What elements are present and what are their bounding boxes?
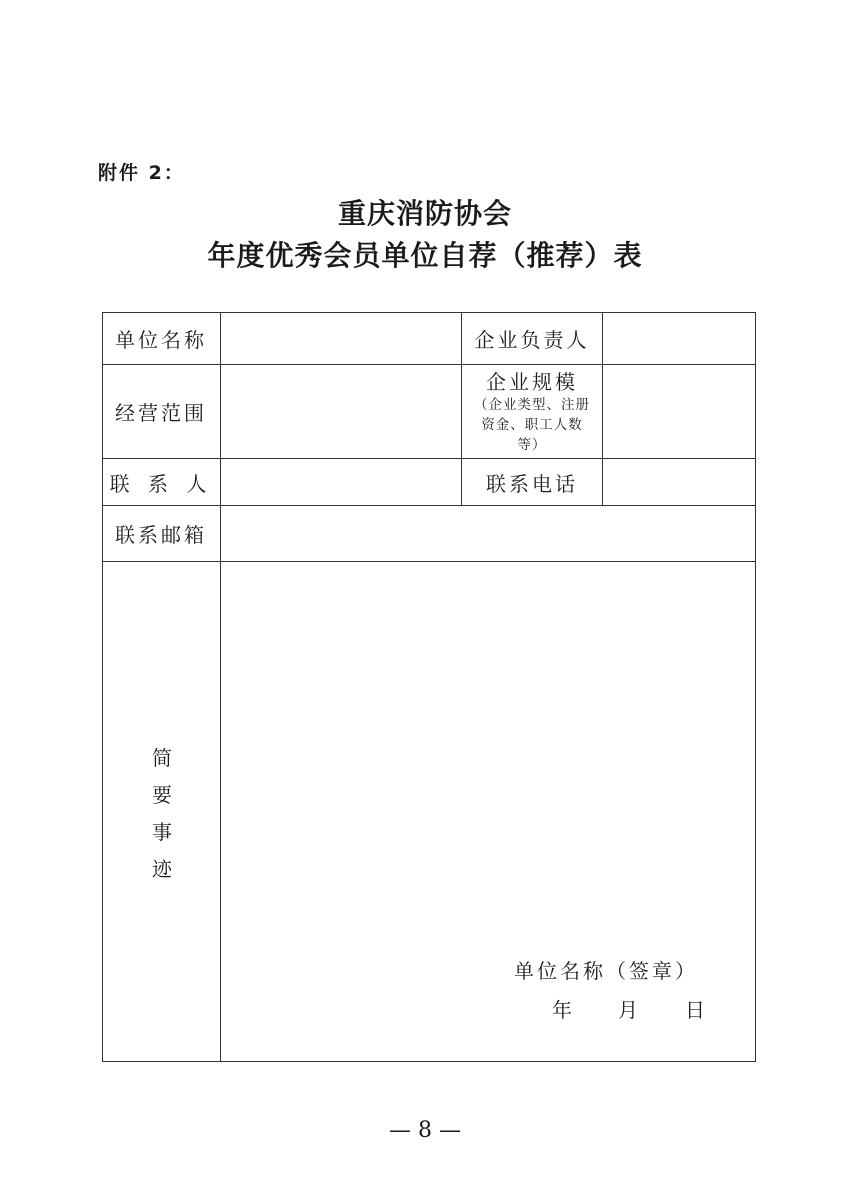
deeds-char: 事: [152, 820, 172, 844]
enterprise-scale-field[interactable]: [603, 365, 755, 458]
unit-name-field[interactable]: [221, 312, 461, 364]
brief-deeds-label-cell: [102, 562, 220, 1061]
table-border-right: [755, 312, 756, 1062]
table-border-bottom: [102, 1061, 756, 1062]
brief-deeds-field[interactable]: [221, 562, 755, 1061]
enterprise-head-label: 企业负责人: [474, 327, 590, 352]
signature-unit-label: 单位名称（签章）: [514, 959, 698, 983]
recommendation-form-table: [102, 312, 756, 1062]
contact-phone-field[interactable]: [603, 459, 755, 505]
enterprise-scale-note: （企业类型、注册资金、职工人数等）: [474, 396, 590, 453]
contact-email-field[interactable]: [221, 506, 755, 561]
signature-month-label: 月: [618, 998, 641, 1022]
contact-phone-label: 联系电话: [486, 471, 578, 496]
enterprise-head-field[interactable]: [603, 312, 755, 364]
contact-person-label: 联 系 人: [109, 471, 213, 496]
enterprise-scale-label: 企业规模: [486, 369, 578, 394]
contact-email-label: 联系邮箱: [115, 523, 207, 547]
brief-deeds-label: [142, 740, 182, 888]
signature-day-label: 日: [685, 998, 708, 1022]
unit-name-label: 单位名称: [115, 327, 207, 352]
signature-year-label: 年: [552, 998, 575, 1022]
deeds-char: 迹: [152, 857, 172, 881]
form-title-line2: 年度优秀会员单位自荐（推荐）表: [207, 239, 643, 272]
form-title-line1: 重庆消防协会: [337, 197, 512, 230]
page-number: — 8 —: [389, 1118, 461, 1143]
business-scope-field[interactable]: [221, 365, 461, 458]
business-scope-label: 经营范围: [115, 401, 207, 425]
enterprise-scale-cell: [462, 365, 602, 458]
contact-person-field[interactable]: [221, 459, 461, 505]
deeds-char: 要: [152, 783, 172, 807]
deeds-char: 简: [152, 746, 172, 770]
attachment-label: 附件 2：: [98, 162, 185, 184]
